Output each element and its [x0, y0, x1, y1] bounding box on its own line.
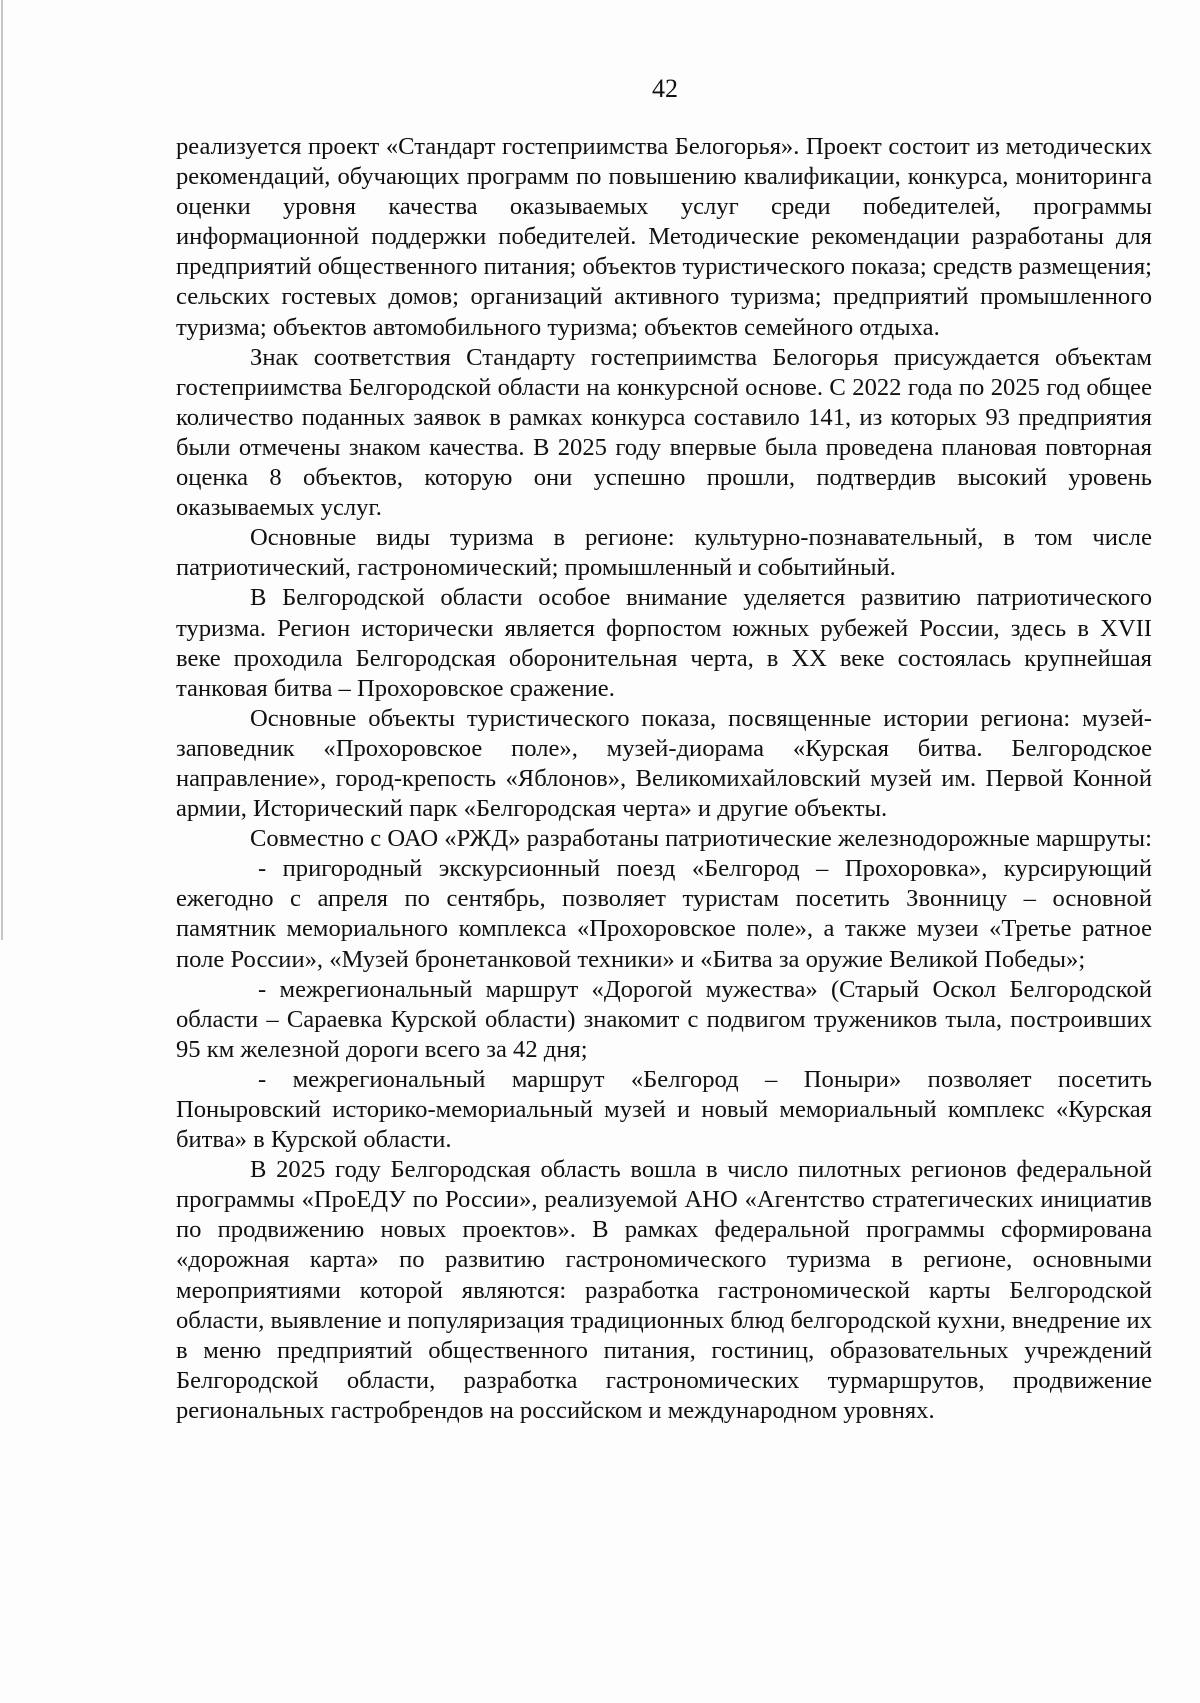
- list-item-road-of-courage: - межрегиональный маршрут «Дорогой мужества» (Старый Оскол Белгородской области – Сараевка Курской области) знакомит с подвигом тружеников тыла, построивших 95 км железной дороги всего за 42 дня;: [176, 975, 1152, 1063]
- paragraph-rzd-routes: Совместно с ОАО «РЖД» разработаны патриотические железнодорожные маршруты:: [250, 825, 1152, 853]
- page-number: 42: [652, 74, 678, 103]
- paragraph-tourism-types: Основные виды туризма в регионе: культурно-познавательный, в том числе патриотический, гастрономический; промышленный и событийный.: [176, 524, 1152, 582]
- scan-edge-line: [1, 0, 3, 940]
- paragraph-proedu-program: В 2025 году Белгородская область вошла в число пилотных регионов федеральной программы «ПроЕДУ по России», реализуемой АНО «Агентство стратегических инициатив по продвижению новых проектов». В рамках федеральной программы сформирована «дорожная карта» по развитию гастрономического туризма в регионе, основными мероприятиями которой являются: разработка гастрономической карты Белгородской области, выявление и популяризация традиционных блюд белгородской кухни, внедрение их в меню предприятий общественного питания, гостиниц, образовательных учреждений Белгородской области, разработка гастрономических турмаршрутов, продвижение региональных гастробрендов на российском и международном уровнях.: [176, 1156, 1152, 1424]
- body-text: [176, 132, 1152, 1426]
- paragraph-quality-mark: Знак соответствия Стандарту гостеприимства Белогорья присуждается объектам гостеприимства Белгородской области на конкурсной основе. С 2022 года по 2025 год общее количество поданных заявок в рамках конкурса составило 141, из которых 93 предприятия были отмечены знаком качества. В 2025 году впервые была проведена плановая повторная оценка 8 объектов, которую они успешно прошли, подтвердив высокий уровень оказываемых услуг.: [176, 343, 1152, 522]
- list-item-belgorod-ponyri: - межрегиональный маршрут «Белгород – Поныри» позволяет посетить Поныровский историко-мемориальный музей и новый мемориальный комплекс «Курская битва» в Курской области.: [176, 1065, 1152, 1154]
- list-item-prokhorovka-train: - пригородный экскурсионный поезд «Белгород – Прохоровка», курсирующий ежегодно с апреля по сентябрь, позволяет туристам посетить Звонницу – основной памятник мемориального комплекса «Прохоровское поле», а также музеи «Третье ратное поле России», «Музей бронетанковой техники» и «Битва за оружие Великой Победы»;: [176, 855, 1152, 973]
- paragraph-tourist-sites: Основные объекты туристического показа, посвященные истории региона: музей-заповедник «Прохоровское поле», музей-диорама «Курская битва. Белгородское направление», город-крепость «Яблонов», Великомихайловский музей им. Первой Конной армии, Исторический парк «Белгородская черта» и другие объекты.: [176, 704, 1152, 823]
- paragraph-patriotic-tourism: В Белгородской области особое внимание уделяется развитию патриотического туризма. Регион исторически является форпостом южных рубежей России, здесь в XVII веке проходила Белгородская оборонительная черта, в XX веке состоялась крупнейшая танковая битва – Прохоровское сражение.: [176, 584, 1152, 702]
- paragraph-standard-project: реализуется проект «Стандарт гостеприимства Белогорья». Проект состоит из методических рекомендаций, обучающих программ по повышению квалификации, конкурса, мониторинга оценки уровня качества оказываемых услуг среди победителей, программы информационной поддержки победителей. Методические рекомендации разработаны для предприятий общественного питания; объектов туристического показа; средств размещения; сельских гостевых домов; организаций активного туризма; предприятий промышленного туризма; объектов автомобильного туризма; объектов семейного отдыха.: [176, 133, 1152, 341]
